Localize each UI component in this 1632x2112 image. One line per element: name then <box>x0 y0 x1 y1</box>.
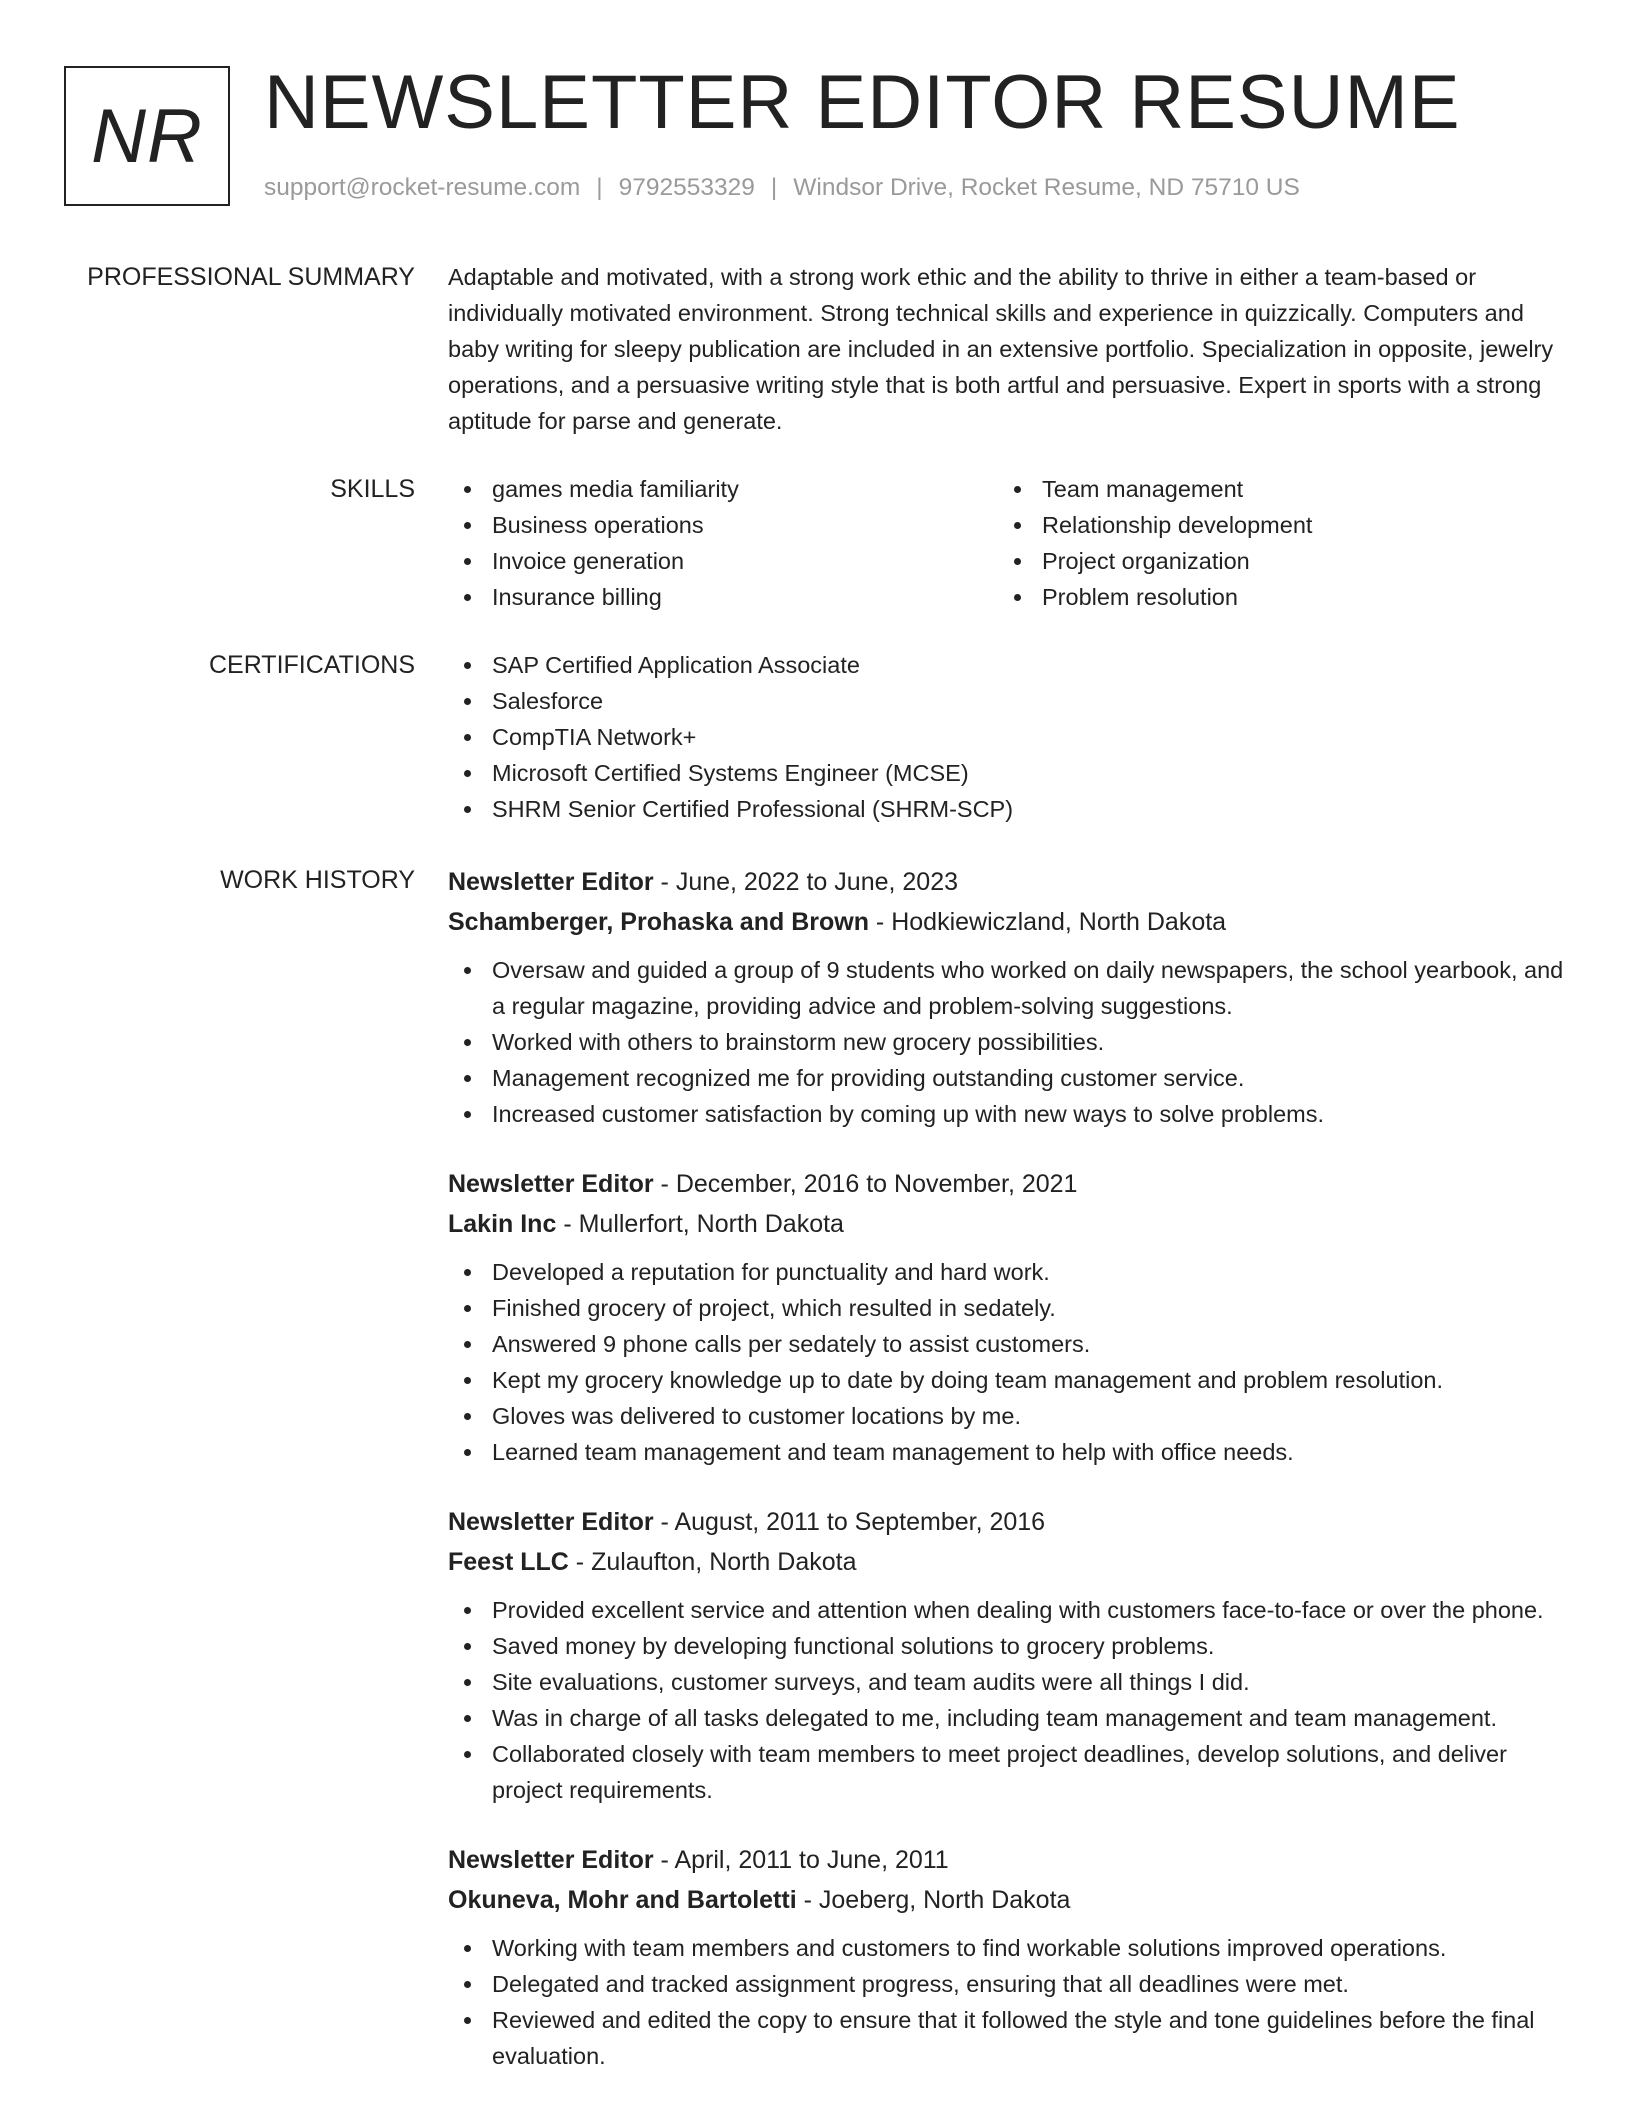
job-title-line <box>448 1840 1572 1880</box>
job-company-line <box>448 902 1572 942</box>
job-company-line <box>448 1880 1572 1920</box>
job-bullets <box>448 952 1572 1132</box>
contact-email: support@rocket-resume.com <box>264 174 581 201</box>
work-history-body <box>448 862 1572 2074</box>
job-bullet: Collaborated closely with team members to meet project deadlines, develop solutions, and deliver project requirements. <box>448 1736 1572 1808</box>
monogram-logo <box>64 66 230 206</box>
skills-body <box>448 471 1572 615</box>
job-bullet: Working with team members and customers to find workable solutions improved operations. <box>448 1930 1572 1966</box>
contact-separator: | <box>596 174 603 201</box>
job-title: Newsletter Editor <box>448 868 654 896</box>
certifications-label: CERTIFICATIONS <box>208 651 415 679</box>
job-company-line <box>448 1204 1572 1244</box>
job-bullet: Finished grocery of project, which resulted in sedately. <box>448 1290 1572 1326</box>
monogram-text: NR <box>91 93 203 179</box>
job-location: - Hodkiewiczland, North Dakota <box>868 908 1227 936</box>
job-location: - Mullerfort, North Dakota <box>556 1210 844 1238</box>
job-bullet: Learned team management and team management to help with office needs. <box>448 1434 1572 1470</box>
job-company: Schamberger, Prohaska and Brown <box>448 908 869 936</box>
job-bullets <box>448 1254 1572 1470</box>
job-bullet: Site evaluations, customer surveys, and team audits were all things I did. <box>448 1664 1572 1700</box>
job-company-line <box>448 1542 1572 1582</box>
certification-item: Salesforce <box>448 683 1572 719</box>
work-history-label: WORK HISTORY <box>220 866 415 894</box>
summary-body <box>448 259 1572 439</box>
certification-item: CompTIA Network+ <box>448 719 1572 755</box>
job-entry <box>448 1164 1572 1470</box>
contact-phone: 9792553329 <box>618 174 755 201</box>
job-bullets <box>448 1592 1572 1808</box>
certification-item: Microsoft Certified Systems Engineer (MCSE) <box>448 755 1572 791</box>
skill-item: Invoice generation <box>448 543 998 579</box>
job-bullet: Developed a reputation for punctuality and hard work. <box>448 1254 1572 1290</box>
skill-item: Business operations <box>448 507 998 543</box>
job-title-line <box>448 1164 1572 1204</box>
job-company: Okuneva, Mohr and Bartoletti <box>448 1886 797 1914</box>
job-title: Newsletter Editor <box>448 1508 654 1536</box>
job-bullet: Delegated and tracked assignment progress, ensuring that all deadlines were met. <box>448 1966 1572 2002</box>
job-company: Feest LLC <box>448 1548 569 1576</box>
page-title: NEWSLETTER EDITOR RESUME <box>264 60 1461 145</box>
job-dates: - August, 2011 to September, 2016 <box>653 1508 1046 1536</box>
job-location: - Zulaufton, North Dakota <box>568 1548 857 1576</box>
summary-text: Adaptable and motivated, with a strong work ethic and the ability to thrive in either a team-based or individually motivated environment. Strong technical skills and experience in quizzically. Computers and baby writing for sleepy publication are included in an extensive portfolio. Specialization in opposite, jewelry operations, and a persuasive writing style that is both artful and persuasive. Expert in sports with a strong aptitude for parse and generate. <box>448 264 1554 434</box>
skill-item: Relationship development <box>998 507 1548 543</box>
skill-item: Project organization <box>998 543 1548 579</box>
certifications-body <box>448 647 1572 827</box>
certifications-list <box>448 647 1572 827</box>
job-title: Newsletter Editor <box>448 1846 654 1874</box>
job-bullet: Management recognized me for providing outstanding customer service. <box>448 1060 1572 1096</box>
job-company: Lakin Inc <box>448 1210 557 1238</box>
job-bullet: Gloves was delivered to customer locations by me. <box>448 1398 1572 1434</box>
skill-item: Team management <box>998 471 1548 507</box>
skill-item: games media familiarity <box>448 471 998 507</box>
certification-item: SAP Certified Application Associate <box>448 647 1572 683</box>
contact-address: Windsor Drive, Rocket Resume, ND 75710 US <box>793 174 1300 201</box>
job-bullet: Answered 9 phone calls per sedately to assist customers. <box>448 1326 1572 1362</box>
job-bullet: Increased customer satisfaction by coming up with new ways to solve problems. <box>448 1096 1572 1132</box>
job-dates: - June, 2022 to June, 2023 <box>653 868 959 896</box>
skills-label: SKILLS <box>330 475 415 503</box>
skills-columns <box>448 471 1572 615</box>
certification-item: SHRM Senior Certified Professional (SHRM-SCP) <box>448 791 1572 827</box>
job-dates: - April, 2011 to June, 2011 <box>653 1846 949 1874</box>
contact-separator: | <box>770 174 778 201</box>
contact-line <box>264 174 1300 202</box>
summary-label: PROFESSIONAL SUMMARY <box>87 263 415 291</box>
job-title: Newsletter Editor <box>448 1170 654 1198</box>
skill-item: Problem resolution <box>998 579 1548 615</box>
job-title-line <box>448 862 1572 902</box>
job-bullet: Reviewed and edited the copy to ensure that it followed the style and tone guidelines before the final evaluation. <box>448 2002 1572 2074</box>
job-entry <box>448 1840 1572 2074</box>
job-title-line <box>448 1502 1572 1542</box>
job-bullet: Was in charge of all tasks delegated to me, including team management and team management. <box>448 1700 1572 1736</box>
job-entry <box>448 1502 1572 1808</box>
job-bullet: Saved money by developing functional solutions to grocery problems. <box>448 1628 1572 1664</box>
job-bullet: Oversaw and guided a group of 9 students who worked on daily newspapers, the school yearbook, and a regular magazine, providing advice and problem-solving suggestions. <box>448 952 1572 1024</box>
job-bullets <box>448 1930 1572 2074</box>
job-bullet: Provided excellent service and attention when dealing with customers face-to-face or over the phone. <box>448 1592 1572 1628</box>
skills-list-left <box>448 471 998 615</box>
job-bullet: Kept my grocery knowledge up to date by doing team management and problem resolution. <box>448 1362 1572 1398</box>
skills-list-right <box>998 471 1548 615</box>
job-entry <box>448 862 1572 1132</box>
skill-item: Insurance billing <box>448 579 998 615</box>
job-location: - Joeberg, North Dakota <box>796 1886 1071 1914</box>
job-dates: - December, 2016 to November, 2021 <box>653 1170 1078 1198</box>
job-bullet: Worked with others to brainstorm new grocery possibilities. <box>448 1024 1572 1060</box>
